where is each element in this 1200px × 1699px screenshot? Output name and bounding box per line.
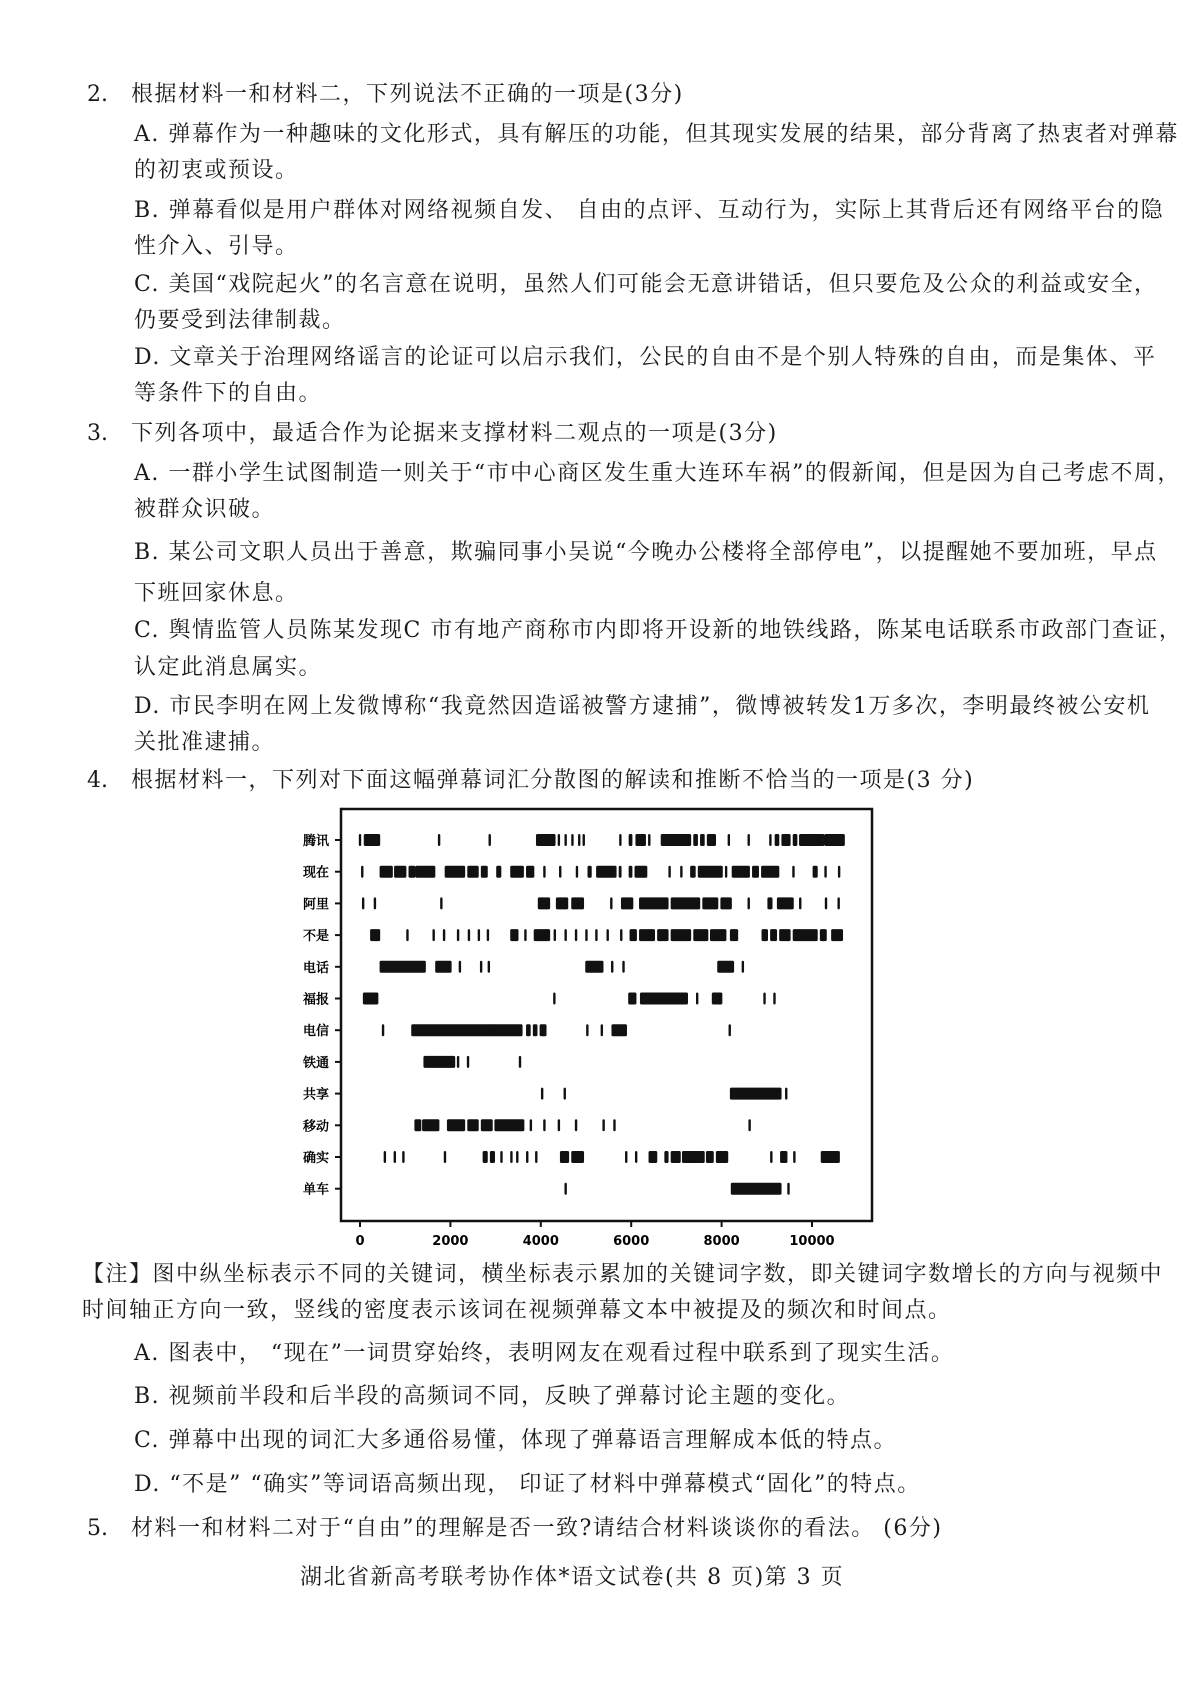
keyword-occurrence-mark xyxy=(732,866,750,878)
keyword-occurrence-mark xyxy=(541,1088,543,1100)
keyword-occurrence-mark xyxy=(510,866,524,878)
x-tick-label: 8000 xyxy=(703,1234,740,1249)
keyword-occurrence-mark xyxy=(680,866,682,878)
x-tick-label: 6000 xyxy=(613,1234,650,1249)
keyword-occurrence-mark xyxy=(773,993,775,1005)
keyword-occurrence-mark xyxy=(510,929,518,941)
y-tick-label: 铁通 xyxy=(302,1055,329,1071)
keyword-occurrence-mark xyxy=(571,834,573,846)
keyword-occurrence-mark xyxy=(500,1151,502,1163)
keyword-occurrence-mark xyxy=(775,834,780,846)
keyword-occurrence-mark xyxy=(702,897,718,909)
option-b: B. 弹幕看似是用户群体对网络视频自发、 自由的点评、互动行为，实际上其背后还有网络平台的隐 xyxy=(134,198,1165,223)
keyword-occurrence-mark xyxy=(402,1151,404,1163)
keyword-occurrence-mark xyxy=(720,897,731,909)
keyword-occurrence-mark xyxy=(489,834,491,846)
keyword-occurrence-mark xyxy=(761,866,779,878)
keyword-occurrence-mark xyxy=(824,834,844,846)
keyword-occurrence-mark xyxy=(601,1024,603,1036)
y-tick-label: 腾讯 xyxy=(302,834,329,849)
keyword-occurrence-mark xyxy=(620,929,622,941)
keyword-occurrence-mark xyxy=(457,929,459,941)
chart-row-5 xyxy=(302,992,776,1008)
keyword-occurrence-mark xyxy=(422,1119,439,1131)
question-number: 2. xyxy=(87,82,108,107)
keyword-occurrence-mark xyxy=(596,866,616,878)
keyword-occurrence-mark xyxy=(447,1119,465,1131)
keyword-occurrence-mark xyxy=(779,929,790,941)
keyword-occurrence-mark xyxy=(648,834,650,846)
keyword-occurrence-mark xyxy=(629,866,633,878)
chart-row-10 xyxy=(303,1150,840,1166)
keyword-occurrence-mark xyxy=(748,897,750,909)
keyword-occurrence-mark xyxy=(553,993,555,1005)
keyword-occurrence-mark xyxy=(585,961,603,973)
keyword-occurrence-mark xyxy=(799,897,801,909)
keyword-occurrence-mark xyxy=(763,993,765,1005)
keyword-occurrence-mark xyxy=(467,1056,469,1068)
keyword-occurrence-mark xyxy=(742,961,744,973)
keyword-occurrence-mark xyxy=(717,961,734,973)
y-tick-label: 阿里 xyxy=(302,897,329,913)
keyword-occurrence-mark xyxy=(831,929,843,941)
keyword-occurrence-mark xyxy=(384,1151,386,1163)
keyword-occurrence-mark xyxy=(728,834,730,846)
keyword-occurrence-mark xyxy=(793,1151,795,1163)
option-b: B. 视频前半段和后半段的高频词不同，反映了弹幕讨论主题的变化。 xyxy=(134,1384,851,1409)
keyword-occurrence-mark xyxy=(696,993,698,1005)
keyword-occurrence-mark xyxy=(536,834,556,846)
keyword-occurrence-mark xyxy=(730,929,738,941)
keyword-occurrence-mark xyxy=(602,1119,604,1131)
keyword-occurrence-mark xyxy=(564,929,566,941)
question-number: 3. xyxy=(87,421,108,446)
option-a: A. 弹幕作为一种趣味的文化形式，具有解压的功能，但其现实发展的结果，部分背离了热衷者对弹幕 xyxy=(134,122,1179,147)
keyword-occurrence-mark xyxy=(613,1119,615,1131)
keyword-occurrence-mark xyxy=(622,961,624,973)
keyword-occurrence-mark xyxy=(762,929,768,941)
keyword-occurrence-mark xyxy=(496,866,501,878)
keyword-occurrence-mark xyxy=(380,961,426,973)
keyword-occurrence-mark xyxy=(558,834,560,846)
keyword-occurrence-mark xyxy=(748,1119,750,1131)
keyword-occurrence-mark xyxy=(820,929,827,941)
keyword-occurrence-mark xyxy=(382,1024,384,1036)
keyword-occurrence-mark xyxy=(487,929,489,941)
keyword-occurrence-mark xyxy=(588,866,592,878)
option-a: A. 图表中， “现在”一词贯穿始终，表明网友在观看过程中联系到了现实生活。 xyxy=(134,1341,955,1366)
chart-row-4 xyxy=(303,960,744,976)
keyword-occurrence-mark xyxy=(564,1183,566,1195)
keyword-occurrence-mark xyxy=(409,866,416,878)
option-d-cont: 关批准逮捕。 xyxy=(134,730,276,755)
keyword-occurrence-mark xyxy=(571,1151,584,1163)
keyword-occurrence-mark xyxy=(837,897,839,909)
keyword-occurrence-mark xyxy=(752,866,759,878)
question-stem: 下列各项中，最适合作为论据来支撑材料二观点的一项是(3分) xyxy=(131,421,778,446)
y-tick-label: 现在 xyxy=(302,865,329,881)
keyword-occurrence-mark xyxy=(606,929,608,941)
keyword-occurrence-mark xyxy=(488,961,490,973)
keyword-occurrence-mark xyxy=(564,834,566,846)
keyword-occurrence-mark xyxy=(564,1088,566,1100)
keyword-occurrence-mark xyxy=(671,897,701,909)
keyword-occurrence-mark xyxy=(394,866,406,878)
y-tick-label: 移动 xyxy=(302,1119,329,1135)
keyword-occurrence-mark xyxy=(777,897,794,909)
keyword-occurrence-mark xyxy=(780,1151,787,1163)
keyword-occurrence-mark xyxy=(635,866,648,878)
keyword-occurrence-mark xyxy=(445,866,465,878)
keyword-occurrence-mark xyxy=(423,1056,455,1068)
keyword-occurrence-mark xyxy=(583,834,585,846)
y-tick-label: 确实 xyxy=(302,1151,329,1166)
y-tick-label: 电话 xyxy=(302,960,329,976)
x-tick-label: 10000 xyxy=(789,1234,835,1249)
keyword-occurrence-mark xyxy=(411,1024,495,1036)
keyword-occurrence-mark xyxy=(730,1088,782,1100)
keyword-occurrence-mark xyxy=(533,1024,538,1036)
keyword-occurrence-mark xyxy=(556,897,568,909)
y-tick-label: 福报 xyxy=(302,992,329,1008)
option-d-cont: 等条件下的自由。 xyxy=(134,381,323,406)
keyword-occurrence-mark xyxy=(575,1119,577,1131)
keyword-occurrence-mark xyxy=(535,1151,537,1163)
option-c: C. 舆情监管人员陈某发现C 市有地产商称市内即将开设新的地铁线路，陈某电话联系市政部门查证， xyxy=(134,618,1183,643)
keyword-occurrence-mark xyxy=(693,929,708,941)
chart-note-line2: 时间轴正方向一致，竖线的密度表示该词在视频弹幕文本中被提及的频次和时间点。 xyxy=(82,1298,952,1323)
keyword-occurrence-mark xyxy=(406,929,408,941)
chart-note-line1: 【注】图中纵坐标表示不同的关键词，横坐标表示累加的关键词字数，即关键词字数增长的方向与视频中 xyxy=(82,1262,1164,1287)
x-tick-label: 0 xyxy=(355,1234,365,1249)
question-stem: 根据材料一，下列对下面这幅弹幕词汇分散图的解读和推断不恰当的一项是(3 分) xyxy=(131,768,975,793)
option-c: C. 美国“戏院起火”的名言意在说明，虽然人们可能会无意讲错话，但只要危及公众的利益或安全， xyxy=(134,272,1158,297)
keyword-occurrence-mark xyxy=(414,1119,421,1131)
keyword-occurrence-mark xyxy=(361,866,363,878)
option-c-cont: 认定此消息属实。 xyxy=(134,655,323,680)
chart-row-7 xyxy=(302,1055,521,1071)
keyword-occurrence-mark xyxy=(435,961,451,973)
keyword-occurrence-mark xyxy=(799,834,824,846)
option-a-cont: 被群众识破。 xyxy=(134,497,276,522)
keyword-occurrence-mark xyxy=(595,929,597,941)
option-b-cont: 下班回家休息。 xyxy=(134,581,299,606)
keyword-occurrence-mark xyxy=(526,1024,531,1036)
keyword-occurrence-mark xyxy=(374,897,376,909)
keyword-occurrence-mark xyxy=(526,1151,528,1163)
keyword-occurrence-mark xyxy=(707,834,716,846)
chart-row-8 xyxy=(303,1087,787,1103)
keyword-occurrence-mark xyxy=(825,897,827,909)
page-footer: 湖北省新高考联考协作体*语文试卷(共 8 页)第 3 页 xyxy=(300,1565,845,1590)
keyword-occurrence-mark xyxy=(682,1151,705,1163)
keyword-occurrence-mark xyxy=(710,929,726,941)
keyword-occurrence-mark xyxy=(657,929,668,941)
keyword-occurrence-mark xyxy=(716,1151,728,1163)
keyword-occurrence-mark xyxy=(824,866,826,878)
keyword-occurrence-mark xyxy=(467,866,478,878)
chart-row-6 xyxy=(303,1023,731,1039)
keyword-occurrence-mark xyxy=(793,929,818,941)
keyword-occurrence-mark xyxy=(538,897,550,909)
x-tick-label: 4000 xyxy=(522,1234,559,1249)
keyword-occurrence-mark xyxy=(558,1119,560,1131)
keyword-occurrence-mark xyxy=(706,1151,714,1163)
keyword-occurrence-mark xyxy=(364,834,380,846)
keyword-occurrence-mark xyxy=(468,929,470,941)
keyword-occurrence-mark xyxy=(792,866,794,878)
keyword-occurrence-mark xyxy=(821,1151,840,1163)
keyword-occurrence-mark xyxy=(649,1151,658,1163)
keyword-occurrence-mark xyxy=(370,929,380,941)
keyword-occurrence-mark xyxy=(671,929,691,941)
keyword-occurrence-mark xyxy=(748,834,750,846)
keyword-occurrence-mark xyxy=(440,897,442,909)
keyword-occurrence-mark xyxy=(415,866,435,878)
x-tick-label: 2000 xyxy=(432,1234,469,1249)
keyword-occurrence-mark xyxy=(443,929,445,941)
keyword-occurrence-mark xyxy=(698,866,723,878)
keyword-occurrence-mark xyxy=(770,1151,772,1163)
y-tick-label: 电信 xyxy=(302,1024,329,1040)
question-number: 5. xyxy=(87,1516,108,1541)
keyword-occurrence-mark xyxy=(480,961,482,973)
y-tick-label: 共享 xyxy=(302,1087,329,1103)
keyword-occurrence-mark xyxy=(526,866,534,878)
keyword-occurrence-mark xyxy=(481,866,488,878)
chart-row-3 xyxy=(303,928,843,944)
keyword-occurrence-mark xyxy=(725,866,727,878)
keyword-occurrence-mark xyxy=(635,1151,637,1163)
keyword-occurrence-mark xyxy=(554,929,556,941)
keyword-occurrence-mark xyxy=(363,993,379,1005)
keyword-occurrence-mark xyxy=(540,1024,547,1036)
keyword-occurrence-mark xyxy=(543,1119,545,1131)
keyword-occurrence-mark xyxy=(483,1151,488,1163)
keyword-occurrence-mark xyxy=(769,834,771,846)
keyword-occurrence-mark xyxy=(664,1151,668,1163)
question-stem: 根据材料一和材料二，下列说法不正确的一项是(3分) xyxy=(131,82,684,107)
keyword-occurrence-mark xyxy=(787,1183,789,1195)
y-tick-label: 不是 xyxy=(302,929,329,945)
keyword-occurrence-mark xyxy=(578,834,580,846)
keyword-occurrence-mark xyxy=(611,1024,627,1036)
keyword-occurrence-mark xyxy=(494,1119,524,1131)
keyword-occurrence-mark xyxy=(639,897,669,909)
keyword-occurrence-mark xyxy=(444,1151,446,1163)
keyword-occurrence-mark xyxy=(690,866,696,878)
keyword-occurrence-mark xyxy=(571,897,584,909)
keyword-occurrence-mark xyxy=(543,866,545,878)
chart-row-1 xyxy=(303,865,840,881)
keyword-occurrence-mark xyxy=(457,1056,459,1068)
keyword-occurrence-mark xyxy=(575,929,577,941)
keyword-occurrence-mark xyxy=(621,897,633,909)
keyword-occurrence-mark xyxy=(467,1119,478,1131)
option-c: C. 弹幕中出现的词汇大多通俗易懂，体现了弹幕语言理解成本低的特点。 xyxy=(134,1428,898,1453)
keyword-occurrence-mark xyxy=(560,1151,569,1163)
keyword-occurrence-mark xyxy=(481,1119,493,1131)
keyword-occurrence-mark xyxy=(610,897,612,909)
keyword-occurrence-mark xyxy=(359,834,361,846)
keyword-occurrence-mark xyxy=(671,1151,681,1163)
keyword-occurrence-mark xyxy=(394,1151,396,1163)
chart-row-2 xyxy=(303,896,840,912)
y-tick-label: 单车 xyxy=(302,1182,329,1198)
keyword-occurrence-mark xyxy=(629,834,633,846)
keyword-occurrence-mark xyxy=(640,993,688,1005)
keyword-occurrence-mark xyxy=(530,1119,532,1131)
keyword-occurrence-mark xyxy=(380,866,393,878)
keyword-occurrence-mark xyxy=(770,929,777,941)
keyword-occurrence-mark xyxy=(668,866,670,878)
question-stem: 材料一和材料二对于“自由”的理解是否一致?请结合材料谈谈你的看法。 (6分) xyxy=(131,1516,943,1541)
keyword-occurrence-mark xyxy=(619,866,622,878)
keyword-occurrence-mark xyxy=(459,961,461,973)
keyword-occurrence-mark xyxy=(712,993,723,1005)
keyword-occurrence-mark xyxy=(793,834,798,846)
keyword-occurrence-mark xyxy=(635,834,646,846)
keyword-occurrence-mark xyxy=(731,1183,782,1195)
keyword-occurrence-mark xyxy=(767,897,772,909)
option-b: B. 某公司文职人员出于善意，欺骗同事小吴说“今晚办公楼将全部停电”，以提醒她不要加班，早点 xyxy=(134,540,1158,565)
option-a: A. 一群小学生试图制造一则关于“市中心商区发生重大连环车祸”的假新闻，但是因为自己考虑不周， xyxy=(134,461,1181,486)
option-a-cont: 的初衷或预设。 xyxy=(134,158,299,183)
question-number: 4. xyxy=(87,768,108,793)
keyword-occurrence-mark xyxy=(619,834,621,846)
keyword-occurrence-mark xyxy=(838,866,840,878)
keyword-occurrence-mark xyxy=(585,929,587,941)
keyword-occurrence-mark xyxy=(524,929,526,941)
keyword-occurrence-mark xyxy=(661,834,691,846)
keyword-occurrence-mark xyxy=(576,866,578,878)
keyword-occurrence-mark xyxy=(534,929,550,941)
chart-row-9 xyxy=(302,1118,751,1134)
keyword-occurrence-mark xyxy=(438,834,440,846)
keyword-occurrence-mark xyxy=(781,834,790,846)
keyword-occurrence-mark xyxy=(785,1088,787,1100)
keyword-occurrence-mark xyxy=(432,929,434,941)
option-d: D. 文章关于治理网络谣言的论证可以启示我们，公民的自由不是个别人特殊的自由，而是集体、平 xyxy=(134,345,1157,370)
keyword-occurrence-mark xyxy=(639,929,655,941)
keyword-occurrence-mark xyxy=(362,897,364,909)
option-b-cont: 性介入、引导。 xyxy=(134,234,299,259)
keyword-occurrence-mark xyxy=(630,929,637,941)
keyword-occurrence-mark xyxy=(611,961,613,973)
keyword-occurrence-mark xyxy=(625,1151,627,1163)
keyword-occurrence-mark xyxy=(510,1151,512,1163)
chart-row-11 xyxy=(303,1182,790,1198)
keyword-occurrence-mark xyxy=(478,929,480,941)
chart-row-0 xyxy=(303,833,845,849)
keyword-occurrence-mark xyxy=(700,834,705,846)
option-c-cont: 仍要受到法律制裁。 xyxy=(134,308,346,333)
option-d: D. “不是” “确实”等词语高频出现， 印证了材料中弹幕模式“固化”的特点。 xyxy=(134,1472,921,1497)
option-d: D. 市民李明在网上发微博称“我竟然因造谣被警方逮捕”，微博被转发1万多次，李明最终被公安机 xyxy=(134,694,1151,719)
keyword-occurrence-mark xyxy=(628,993,636,1005)
keyword-occurrence-mark xyxy=(813,866,818,878)
keyword-occurrence-mark xyxy=(693,834,698,846)
keyword-occurrence-mark xyxy=(490,1151,495,1163)
keyword-occurrence-mark xyxy=(516,1151,518,1163)
keyword-occurrence-mark xyxy=(493,1024,523,1036)
keyword-occurrence-mark xyxy=(559,866,561,878)
keyword-occurrence-mark xyxy=(586,1024,588,1036)
keyword-occurrence-mark xyxy=(519,1056,521,1068)
keyword-occurrence-mark xyxy=(729,1024,731,1036)
